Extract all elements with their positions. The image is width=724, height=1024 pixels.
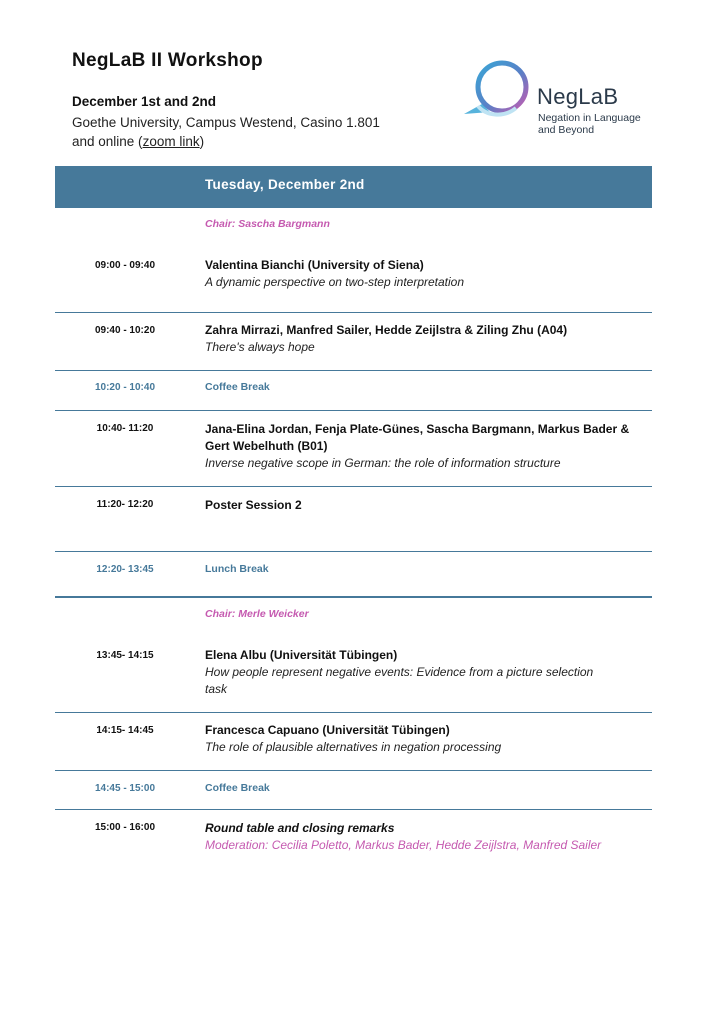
session-item [205,421,645,472]
logo-subtitle [538,112,641,136]
session-item [205,647,645,698]
page-title: NegLaB II Workshop [72,50,263,71]
divider [55,370,652,371]
session-item [205,257,645,291]
speaker: Gert Webelhuth (B01) [205,439,328,453]
chair-label: Chair: Merle Weicker [205,608,309,620]
session-item [205,820,645,854]
session-time: 11:20- 12:20 [96,499,154,510]
online-line [72,132,380,151]
poster-session: Poster Session 2 [205,498,302,512]
talk-title: task [205,682,228,696]
session-time: 12:20- 13:45 [96,564,154,575]
divider [55,312,652,313]
moderation: Moderation: Cecilia Poletto, Markus Bader, Hedde Zeijlstra, Manfred Sailer [205,838,602,852]
workshop-dates: December 1st and 2nd [72,94,217,109]
divider [55,551,652,552]
divider [55,770,652,771]
neglab-logo [460,56,660,136]
logo-subtitle-line: Negation in Language [538,112,641,124]
session-time: 09:40 - 10:20 [94,325,156,336]
divider [55,596,652,598]
day-title: Tuesday, December 2nd [205,177,365,192]
session-time: 09:00 - 09:40 [94,260,156,271]
divider [55,486,652,487]
speaker: Jana-Elina Jordan, Fenja Plate-Günes, Sascha Bargmann, Markus Bader & [205,422,630,436]
talk-title: How people represent negative events: Evidence from a picture selection [205,665,594,679]
session-item [205,722,645,756]
talk-title: Inverse negative scope in German: the role of information structure [205,456,561,470]
talk-title: The role of plausible alternatives in negation processing [205,740,502,754]
venue-line: Goethe University, Campus Westend, Casino 1.801 [72,115,380,130]
round-table-title: Round table and closing remarks [205,821,395,835]
divider [55,410,652,411]
zoom-link[interactable]: zoom link [142,134,200,149]
session-item [205,322,645,356]
break-label: Lunch Break [205,563,269,575]
speaker: Elena Albu (Universität Tübingen) [205,648,398,662]
divider [55,712,652,713]
chair-label: Chair: Sascha Bargmann [205,218,330,230]
day-banner [55,166,652,208]
session-time: 14:45 - 15:00 [94,783,156,794]
online-prefix: and online ( [72,134,143,149]
session-time: 13:45- 14:15 [96,650,154,661]
break-label: Coffee Break [205,381,270,393]
talk-title: There's always hope [205,340,315,354]
session-time: 15:00 - 16:00 [94,822,156,833]
speaker: Zahra Mirrazi, Manfred Sailer, Hedde Zeijlstra & Ziling Zhu (A04) [205,323,568,337]
break-label: Coffee Break [205,782,270,794]
speaker: Francesca Capuano (Universität Tübingen) [205,723,450,737]
divider [55,809,652,810]
session-time: 10:40- 11:20 [96,423,154,434]
venue-info [72,113,380,151]
online-suffix: ) [199,134,205,149]
speech-bubble-logo-icon [460,56,540,126]
logo-name: NegLaB [537,84,619,109]
session-time: 10:20 - 10:40 [94,382,156,393]
speaker: Valentina Bianchi (University of Siena) [205,258,424,272]
session-time: 14:15- 14:45 [96,725,154,736]
logo-subtitle-line: and Beyond [538,124,595,136]
talk-title: A dynamic perspective on two-step interpretation [205,275,465,289]
